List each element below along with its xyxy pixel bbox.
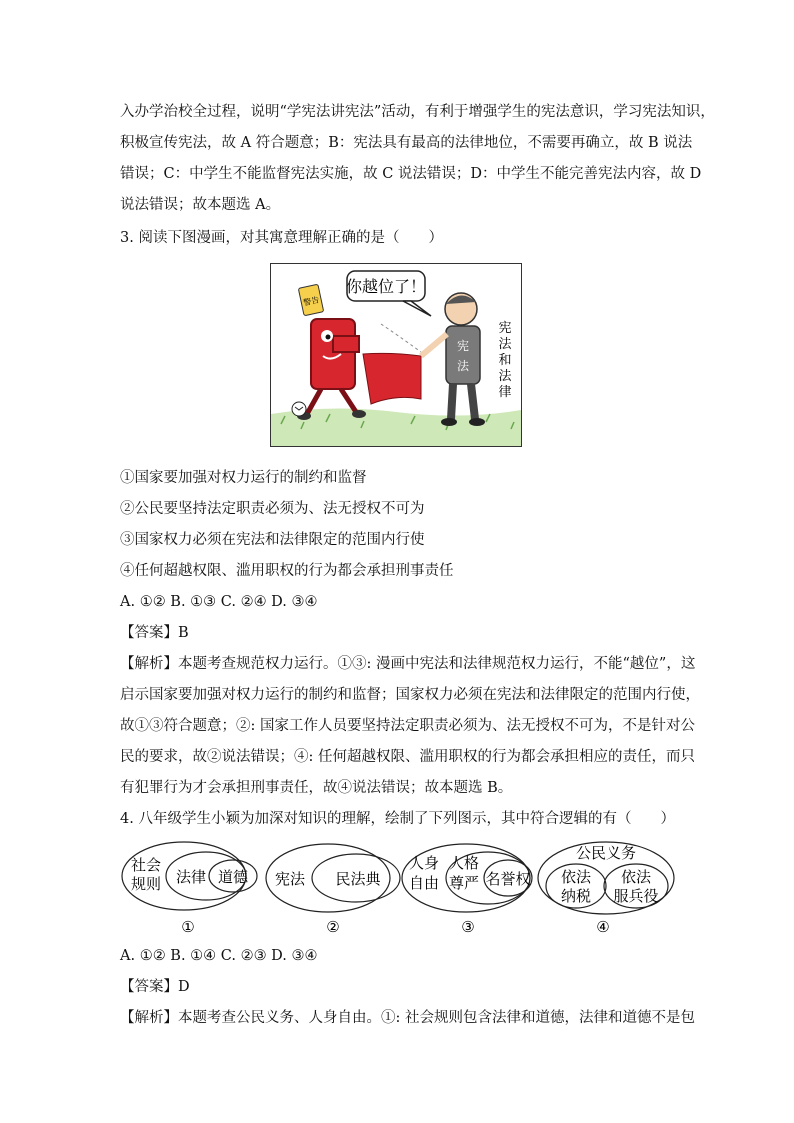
d4-left-2: 纳税 [560,887,592,905]
card-text: 警告 [302,295,321,308]
d4-left-1: 依法 [560,868,592,886]
side-char: 法 [498,337,512,352]
text-line: 入办学治校全过程，说明“学宪法讲宪法”活动，有利于增强学生的宪法意识，学习宪法知识， [120,104,715,120]
analysis-line: 启示国家要加强对权力运行的制约和监督；国家权力必须在宪法和法律限定的范围内行使， [120,687,700,703]
d1-outer-1: 社会 [130,856,162,874]
venn-diagrams [118,838,678,938]
analysis-line: 【解析】本题考查公民义务、人身自由。①: 社会规则包含法律和道德，法律和道德不是包 [120,1010,695,1026]
d3-num: ③ [461,918,475,936]
choices: A. ①② B. ①④ C. ②③ D. ③④ [120,948,318,964]
text-line: 积极宣传宪法，故 A 符合题意；B：宪法具有最高的法律地位，不需要再确立，故 B 说法 [120,135,693,151]
analysis-line: 有犯罪行为才会承担刑事责任，故④说法错误；故本题选 B。 [120,780,513,796]
diagram-1 [122,842,257,936]
question-4: 4. 八年级学生小颖为加深对知识的理解，绘制了下列图示，其中符合逻辑的有（ ） [120,811,675,827]
choices: A. ①② B. ①③ C. ②④ D. ③④ [120,594,318,610]
side-char: 宪 [498,321,512,336]
d1-mid: 法律 [175,868,207,886]
answer: 【答案】D [120,979,190,995]
analysis-line: 民的要求，故②说法错误；④: 任何超越权限、滥用职权的行为都会承担相应的责任，而只 [120,749,695,765]
d4-right-1: 依法 [620,868,652,886]
d3-mid-1: 人格 [448,854,480,872]
analysis-line: 故①③符合题意；②: 国家工作人员要坚持法定职责必须为、法无授权不可为，不是针对公 [120,718,695,734]
diagram-4 [538,842,674,936]
option-2: ②公民要坚持法定职责必须为、法无授权不可为 [120,501,425,517]
d3-outer-2: 自由 [408,874,440,892]
d1-outer-2: 规则 [130,875,162,893]
analysis-line: 【解析】本题考查规范权力运行。①③: 漫画中宪法和法律规范权力运行，不能“越位”，这 [120,656,696,672]
d3-mid-2: 尊严 [448,874,480,892]
d4-num: ④ [596,918,610,936]
d1-inner: 道德 [217,868,249,886]
diagram-2 [266,844,400,936]
side-char: 和 [498,353,512,368]
side-char: 法 [498,369,512,384]
shirt-text-2: 法 [456,359,470,373]
d2-num: ② [326,918,340,936]
shirt-text-1: 宪 [456,339,470,353]
d4-outer: 公民义务 [575,844,637,862]
d3-outer-1: 人身 [408,854,440,872]
question-3: 3. 阅读下图漫画，对其寓意理解正确的是（ ） [120,230,443,246]
option-1: ①国家要加强对权力运行的制约和监督 [120,470,367,486]
d4-right-2: 服兵役 [613,887,659,905]
answer: 【答案】B [120,625,189,641]
diagram-3 [402,844,532,936]
d3-inner: 名誉权 [485,870,531,888]
option-4: ④任何超越权限、滥用职权的行为都会承担刑事责任 [120,563,454,579]
text-line: 错误；C：中学生不能监督宪法实施，故 C 说法错误；D：中学生不能完善宪法内容，故 D [120,166,702,182]
option-3: ③国家权力必须在宪法和法律限定的范围内行使 [120,532,425,548]
side-char: 律 [498,385,512,400]
cartoon-image [270,263,522,447]
d2-outer: 宪法 [274,870,306,888]
d1-num: ① [181,918,195,936]
speech-text: 你越位了！ [345,277,427,296]
d2-inner: 民法典 [335,870,381,888]
text-line: 说法错误；故本题选 A。 [120,197,281,213]
